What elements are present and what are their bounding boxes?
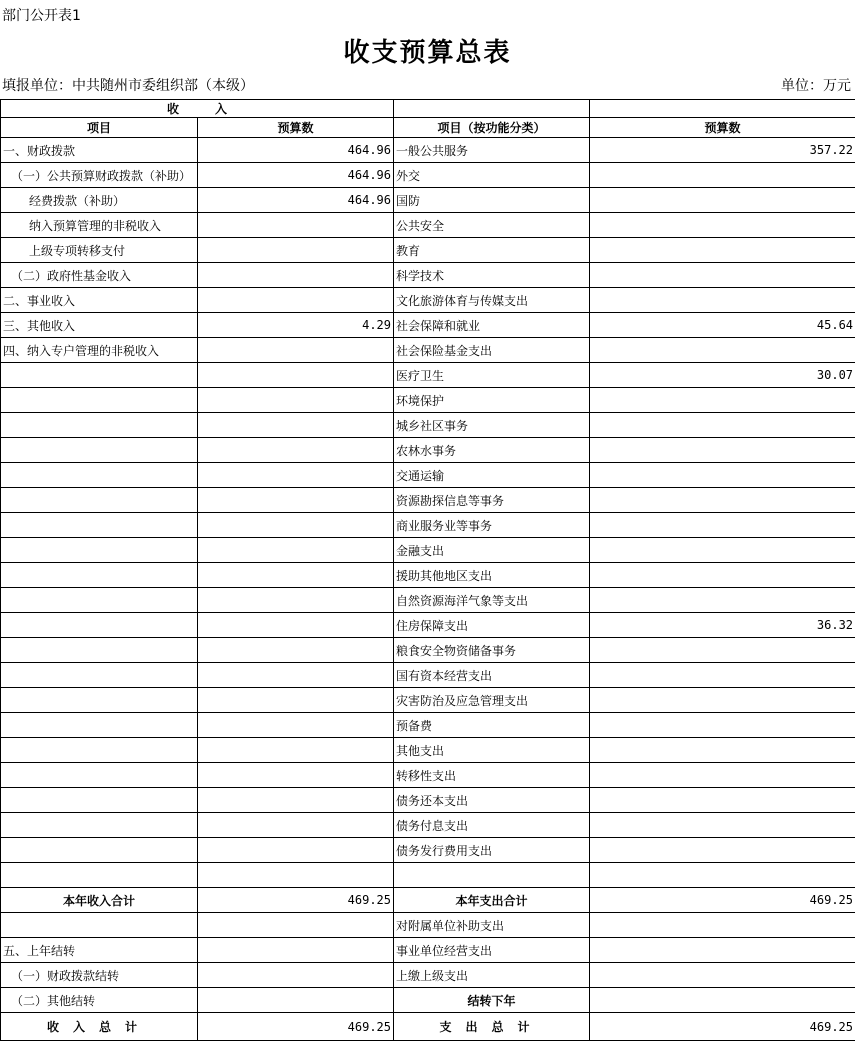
blank-header-cell: [394, 100, 590, 118]
income-item-cell: 四、纳入专户管理的非税收入: [1, 338, 198, 363]
reporting-unit: 填报单位：中共随州市委组织部（本级）: [2, 78, 254, 94]
income-budget-cell: [198, 538, 394, 563]
table-row: [1, 238, 855, 263]
income-item-cell: [1, 863, 198, 888]
money-unit: 单位：万元: [781, 78, 851, 94]
income-budget-cell: [198, 488, 394, 513]
expense-budget-cell: [590, 463, 855, 488]
expense-budget-cell: [590, 863, 855, 888]
income-budget-cell: [198, 863, 394, 888]
expense-item-cell: 援助其他地区支出: [394, 563, 590, 588]
income-item-cell: 二、事业收入: [1, 288, 198, 313]
expense-budget-cell: [590, 488, 855, 513]
income-budget-cell: [198, 638, 394, 663]
table-row: [1, 488, 855, 513]
table-row: [1, 313, 855, 338]
income-grand-total-label: 收入总计: [1, 1013, 198, 1041]
income-item-cell: （一）财政拨款结转: [1, 963, 198, 988]
year-income-total-value: 469.25: [198, 888, 394, 913]
header-row-group: [1, 100, 855, 118]
income-budget-cell: 464.96: [198, 138, 394, 163]
income-item-cell: 经费拨款（补助）: [1, 188, 198, 213]
table-row: [1, 438, 855, 463]
income-item-cell: [1, 763, 198, 788]
expense-item-cell: 转移性支出: [394, 763, 590, 788]
income-item-cell: [1, 363, 198, 388]
expense-budget-cell: [590, 688, 855, 713]
income-item-cell: 一、财政拨款: [1, 138, 198, 163]
table-row: [1, 788, 855, 813]
expense-budget-cell: [590, 763, 855, 788]
expense-budget-cell: [590, 838, 855, 863]
income-budget-cell: 464.96: [198, 188, 394, 213]
expense-item-cell: 其他支出: [394, 738, 590, 763]
table-row: [1, 413, 855, 438]
income-item-cell: [1, 588, 198, 613]
expense-budget-cell: [590, 713, 855, 738]
expense-item-cell: 债务发行费用支出: [394, 838, 590, 863]
income-item-cell: [1, 513, 198, 538]
table-row: [1, 638, 855, 663]
expense-budget-cell: [590, 163, 855, 188]
table-row: [1, 163, 855, 188]
table-row: [1, 188, 855, 213]
expense-budget-cell: [590, 438, 855, 463]
expense-item-cell: 交通运输: [394, 463, 590, 488]
expense-item-cell: 社会保险基金支出: [394, 338, 590, 363]
income-item-cell: [1, 738, 198, 763]
expense-item-cell: 外交: [394, 163, 590, 188]
expense-budget-cell: [590, 938, 855, 963]
income-budget-cell: [198, 363, 394, 388]
expense-budget-cell: [590, 388, 855, 413]
table-row: [1, 688, 855, 713]
expense-item-cell: 对附属单位补助支出: [394, 913, 590, 938]
income-budget-cell: [198, 338, 394, 363]
table-row: [1, 963, 855, 988]
table-row: [1, 213, 855, 238]
expense-budget-cell: [590, 638, 855, 663]
expense-budget-cell: [590, 663, 855, 688]
expense-budget-cell: [590, 538, 855, 563]
expense-item-cell: 债务付息支出: [394, 813, 590, 838]
income-budget-cell: [198, 838, 394, 863]
expense-budget-cell: [590, 788, 855, 813]
table-row: [1, 613, 855, 638]
expense-item-cell: 国有资本经营支出: [394, 663, 590, 688]
income-budget-cell: [198, 763, 394, 788]
income-item-cell: [1, 638, 198, 663]
income-budget-cell: [198, 688, 394, 713]
income-item-cell: 上级专项转移支付: [1, 238, 198, 263]
table-row: [1, 738, 855, 763]
income-grand-total-value: 469.25: [198, 1013, 394, 1041]
expense-item-cell: 教育: [394, 238, 590, 263]
income-item-cell: [1, 813, 198, 838]
income-item-cell: [1, 538, 198, 563]
income-item-cell: （二）政府性基金收入: [1, 263, 198, 288]
income-budget-cell: [198, 988, 394, 1013]
expense-grand-total-label: 支出总计: [394, 1013, 590, 1041]
expense-budget-cell: [590, 338, 855, 363]
income-budget-cell: [198, 738, 394, 763]
income-budget-cell: 4.29: [198, 313, 394, 338]
income-budget-cell: [198, 238, 394, 263]
expense-item-cell: 预备费: [394, 713, 590, 738]
table-row: [1, 838, 855, 863]
table-row: [1, 388, 855, 413]
expense-budget-cell: [590, 213, 855, 238]
expense-item-cell: 文化旅游体育与传媒支出: [394, 288, 590, 313]
table-row: [1, 288, 855, 313]
income-budget-cell: [198, 213, 394, 238]
income-budget-cell: 464.96: [198, 163, 394, 188]
income-item-cell: [1, 463, 198, 488]
table-row: [1, 713, 855, 738]
income-item-cell: [1, 913, 198, 938]
income-budget-cell: [198, 263, 394, 288]
expense-budget-cell: [590, 988, 855, 1013]
income-budget-cell: [198, 788, 394, 813]
income-item-cell: [1, 713, 198, 738]
income-item-cell: （二）其他结转: [1, 988, 198, 1013]
col-item-header: 项目: [1, 118, 198, 138]
income-item-cell: [1, 413, 198, 438]
income-item-cell: [1, 388, 198, 413]
income-budget-cell: [198, 513, 394, 538]
table-row: [1, 813, 855, 838]
expense-budget-cell: 357.22: [590, 138, 855, 163]
expense-budget-cell: [590, 263, 855, 288]
income-budget-cell: [198, 563, 394, 588]
table-row: [1, 763, 855, 788]
expense-budget-cell: [590, 913, 855, 938]
table-row: [1, 338, 855, 363]
income-item-cell: [1, 688, 198, 713]
income-budget-cell: [198, 963, 394, 988]
year-total-row: [1, 888, 855, 913]
form-number: 部门公开表1: [2, 8, 81, 24]
income-item-cell: [1, 438, 198, 463]
expense-budget-cell: [590, 288, 855, 313]
income-budget-cell: [198, 288, 394, 313]
income-item-cell: [1, 613, 198, 638]
table-row: [1, 988, 855, 1013]
income-budget-cell: [198, 438, 394, 463]
expense-item-cell: [394, 863, 590, 888]
table-row: [1, 663, 855, 688]
income-item-cell: [1, 663, 198, 688]
expense-budget-cell: 45.64: [590, 313, 855, 338]
budget-table: [0, 99, 855, 1041]
expense-item-cell: 金融支出: [394, 538, 590, 563]
expense-item-cell: 一般公共服务: [394, 138, 590, 163]
expense-budget-cell: [590, 563, 855, 588]
income-budget-cell: [198, 613, 394, 638]
income-budget-cell: [198, 913, 394, 938]
expense-item-cell: 环境保护: [394, 388, 590, 413]
table-row: [1, 363, 855, 388]
expense-budget-cell: 36.32: [590, 613, 855, 638]
expense-item-cell: 商业服务业等事务: [394, 513, 590, 538]
table-row: [1, 563, 855, 588]
blank-header-cell: [590, 100, 855, 118]
income-budget-cell: [198, 388, 394, 413]
table-row: [1, 938, 855, 963]
expense-budget-cell: [590, 238, 855, 263]
col-budget-header: 预算数: [198, 118, 394, 138]
expense-budget-cell: [590, 738, 855, 763]
table-row: [1, 538, 855, 563]
col-func-budget-header: 预算数: [590, 118, 855, 138]
expense-item-cell: 医疗卫生: [394, 363, 590, 388]
year-expense-total-value: 469.25: [590, 888, 855, 913]
expense-budget-cell: [590, 963, 855, 988]
income-item-cell: [1, 488, 198, 513]
expense-item-cell: 事业单位经营支出: [394, 938, 590, 963]
table-row: [1, 863, 855, 888]
income-item-cell: （一）公共预算财政拨款（补助）: [1, 163, 198, 188]
table-row: [1, 138, 855, 163]
expense-item-cell: 城乡社区事务: [394, 413, 590, 438]
expense-item-cell: 上缴上级支出: [394, 963, 590, 988]
income-budget-cell: [198, 588, 394, 613]
income-item-cell: [1, 838, 198, 863]
expense-item-cell: 自然资源海洋气象等支出: [394, 588, 590, 613]
expense-item-cell: 债务还本支出: [394, 788, 590, 813]
grand-total-row: [1, 1013, 855, 1041]
expense-item-cell: 灾害防治及应急管理支出: [394, 688, 590, 713]
expense-item-cell: 农林水事务: [394, 438, 590, 463]
expense-item-cell: 资源勘探信息等事务: [394, 488, 590, 513]
expense-item-cell: 粮食安全物资储备事务: [394, 638, 590, 663]
expense-budget-cell: 30.07: [590, 363, 855, 388]
expense-grand-total-value: 469.25: [590, 1013, 855, 1041]
expense-item-cell: 国防: [394, 188, 590, 213]
income-item-cell: 三、其他收入: [1, 313, 198, 338]
income-budget-cell: [198, 413, 394, 438]
header-row-columns: [1, 118, 855, 138]
expense-item-cell: 结转下年: [394, 988, 590, 1013]
income-budget-cell: [198, 463, 394, 488]
year-expense-total-label: 本年支出合计: [394, 888, 590, 913]
income-item-cell: 纳入预算管理的非税收入: [1, 213, 198, 238]
expense-budget-cell: [590, 513, 855, 538]
expense-item-cell: 科学技术: [394, 263, 590, 288]
table-row: [1, 263, 855, 288]
page-title: 收支预算总表: [343, 38, 512, 68]
income-item-cell: 五、上年结转: [1, 938, 198, 963]
income-group-header: 收 入: [1, 100, 394, 118]
table-row: [1, 513, 855, 538]
year-income-total-label: 本年收入合计: [1, 888, 198, 913]
table-row: [1, 463, 855, 488]
expense-budget-cell: [590, 188, 855, 213]
income-budget-cell: [198, 663, 394, 688]
income-item-cell: [1, 788, 198, 813]
income-budget-cell: [198, 938, 394, 963]
expense-item-cell: 社会保障和就业: [394, 313, 590, 338]
expense-budget-cell: [590, 413, 855, 438]
expense-item-cell: 住房保障支出: [394, 613, 590, 638]
income-budget-cell: [198, 713, 394, 738]
table-row: [1, 588, 855, 613]
col-func-item-header: 项目（按功能分类）: [394, 118, 590, 138]
expense-budget-cell: [590, 813, 855, 838]
income-budget-cell: [198, 813, 394, 838]
expense-budget-cell: [590, 588, 855, 613]
income-item-cell: [1, 563, 198, 588]
table-row: [1, 913, 855, 938]
expense-item-cell: 公共安全: [394, 213, 590, 238]
